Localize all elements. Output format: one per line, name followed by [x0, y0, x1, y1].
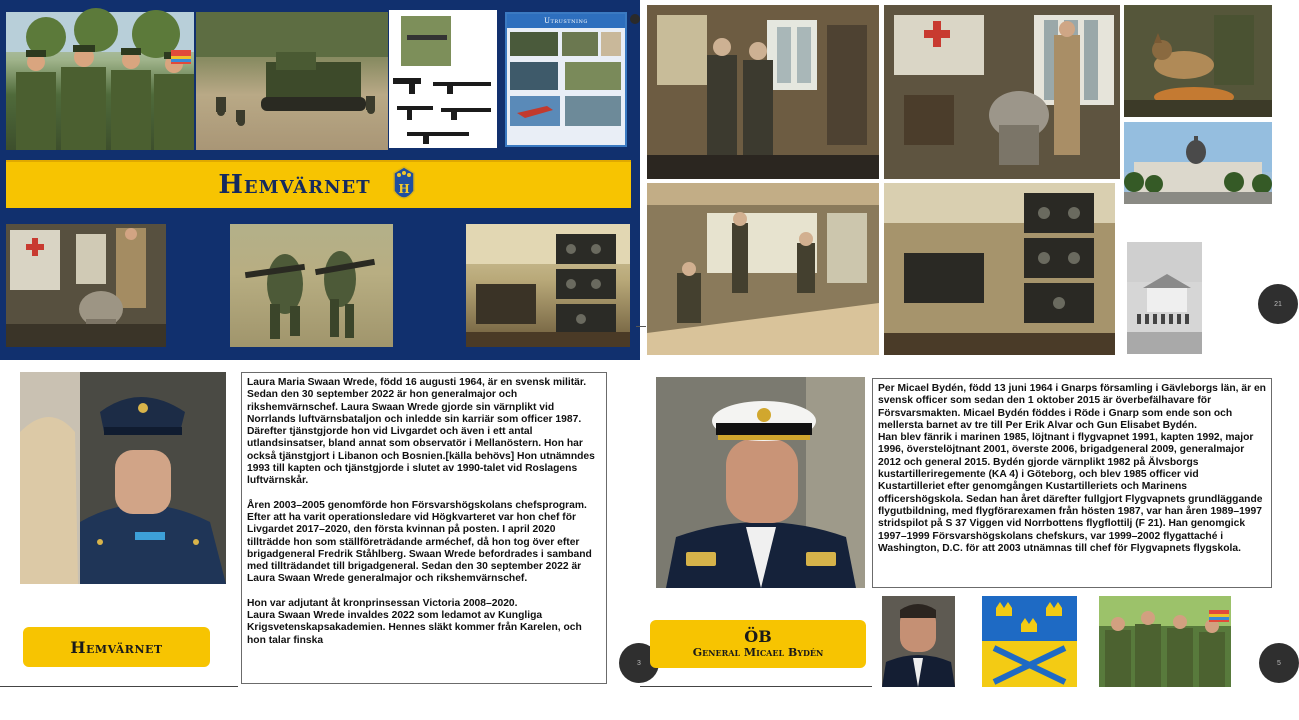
photo-museum-field-kitchen: [884, 5, 1120, 179]
equipment-panel: [505, 12, 627, 147]
photo-museum-dog: [1124, 5, 1272, 117]
hemvarnet-banner: [6, 160, 631, 208]
page-number: 3: [637, 659, 641, 667]
photo-soldiers-field: [230, 224, 393, 347]
slide-divider-mark: [636, 326, 646, 327]
photo-soldiers-clapping: [6, 12, 194, 150]
hemvarnet-emblem-icon: [389, 163, 419, 207]
bio-paragraph: Han blev fänrik i marinen 1985, löjtnant i flygvapnet 1991, kapten 1992, major 1996, överstelöjtnant 2001, överste 2006, brigadgeneral 2009, generalmajor 2012 och general 2015. Bydén gjorde värnplikt 1982 på Älvsborgs kustartilleriregemente (KA 4) i Göteborg, och blev 1985 officer vid Kustartilleriet efter genomgången Kustartilleriets och Marinens officershögskola. Sedan han året därefter fullgjort Flygvapnets grundläggande flygutbildning, med flygförarexamen från hösten 1987, var han åren 1989–1997 stridspilot på S 37 Viggen vid Norrbottens flygflottilj (F 21). Han genomgick 1997–1999 Försvarshögskolans chefskurs, var 1999–2002 flygattaché i Washington, D.C. för att 2003 utnämnas till chef för Flygvapnets flygskola.: [878, 432, 1263, 554]
photo-parade: [1099, 596, 1231, 687]
svg-text:H: H: [397, 182, 410, 196]
hemvarnet-button-label: Hemvärnet: [70, 637, 163, 657]
hemvarnet-button[interactable]: [23, 627, 210, 667]
ob-general-button[interactable]: [650, 620, 866, 668]
page-number: 21: [1274, 300, 1282, 308]
bio-laura-swaan-wrede: [241, 372, 607, 684]
photo-byden-portrait: [882, 596, 955, 687]
ob-button-title: ÖB: [744, 627, 772, 646]
photo-radio-equipment: [466, 224, 630, 347]
equipment-panel-title: Utrustning: [507, 14, 625, 28]
slide-hemvarnet-overview: [0, 0, 640, 360]
slide-museum-collage: [640, 0, 1280, 360]
photo-castle-building: [1124, 122, 1272, 204]
bio-paragraph: Åren 2003–2005 genomförde hon Försvarshögskolans chefsprogram. Efter att ha varit operationsledare vid Högkvarteret var hon chef för Livgardet 2017–2020, den första kvinnan på posten. I april 2020 tillträdde hon som ställföreträdande arméchef, då hon tog över efter brigadgeneral Fredrik Ståhlberg. Swaan Wrede befordrades i samband med tillträdandet till brigadgeneral. Sedan den 30 september 2022 är Laura Swaan Wrede generalmajor och rikshemvärnschef.: [247, 499, 592, 585]
photo-map-room: [647, 183, 879, 355]
photo-flag-emblem: [982, 596, 1077, 687]
photo-tracked-vehicle: [196, 12, 388, 150]
bio-micael-byden: [872, 378, 1272, 588]
ob-button-subtitle: General Micael Bydén: [692, 646, 824, 659]
photo-radio-room: [884, 183, 1115, 355]
page-number: 5: [1277, 659, 1281, 667]
page-number-badge: [1259, 643, 1299, 683]
bio-paragraph: Per Micael Bydén, född 13 juni 1964 i Gnarps församling i Gävleborgs län, är en svensk officer som sedan den 1 oktober 2015 är överbefälhavare för Försvarsmakten. Micael Bydén föddes i Röde i Gnarp som ende son och mellersta barnet av tre till Per Erik Alvar och Gun Elisabet Bydén.: [878, 383, 1266, 431]
panel-connector-dot: [630, 14, 640, 24]
equipment-photos: [507, 28, 625, 146]
footer-rule-mid: [640, 686, 872, 687]
photo-museum-room: [6, 224, 166, 347]
footer-rule-left: [0, 686, 238, 687]
bio-paragraph: Hon var adjutant åt kronprinsessan Victoria 2008–2020.: [247, 597, 518, 609]
photo-laura-swaan-wrede: [20, 372, 226, 584]
bio-paragraph: Laura Maria Swaan Wrede, född 16 augusti 1964, är en svensk militär. Sedan den 30 september 2022 är hon generalmajor och rikshemvärnschef. Laura Swaan Wrede gjorde sin värnplikt vid Norrlands luftvärnsbataljon och inledde sin karriär som officer 1987. Därefter tjänstgjorde hon vid Livgardet och även i ett antal utlandsinsatser, bland annat som observatör i Mellanöstern. Hon har också tjänstgjort i Libanon och Bosnien.[källa behövs] Hon utnämndes 1993 till kapten och tjänstgjorde i slutet av 1990-talet vid Roslagens luftvärnskår.: [247, 377, 595, 487]
photo-museum-uniforms: [647, 5, 879, 179]
photo-micael-byden: [656, 377, 865, 588]
bio-paragraph: Laura Swaan Wrede invaldes 2022 som ledamot av Kungliga Krigsvetenskapsakademien. Hennes släkt kommer från Karelen, och hon talar finska: [247, 610, 582, 646]
page-number-badge: [1258, 284, 1298, 324]
photo-weapons: [389, 10, 497, 148]
banner-title: Hemvärnet: [218, 170, 371, 200]
photo-old-barracks: [1127, 242, 1202, 354]
